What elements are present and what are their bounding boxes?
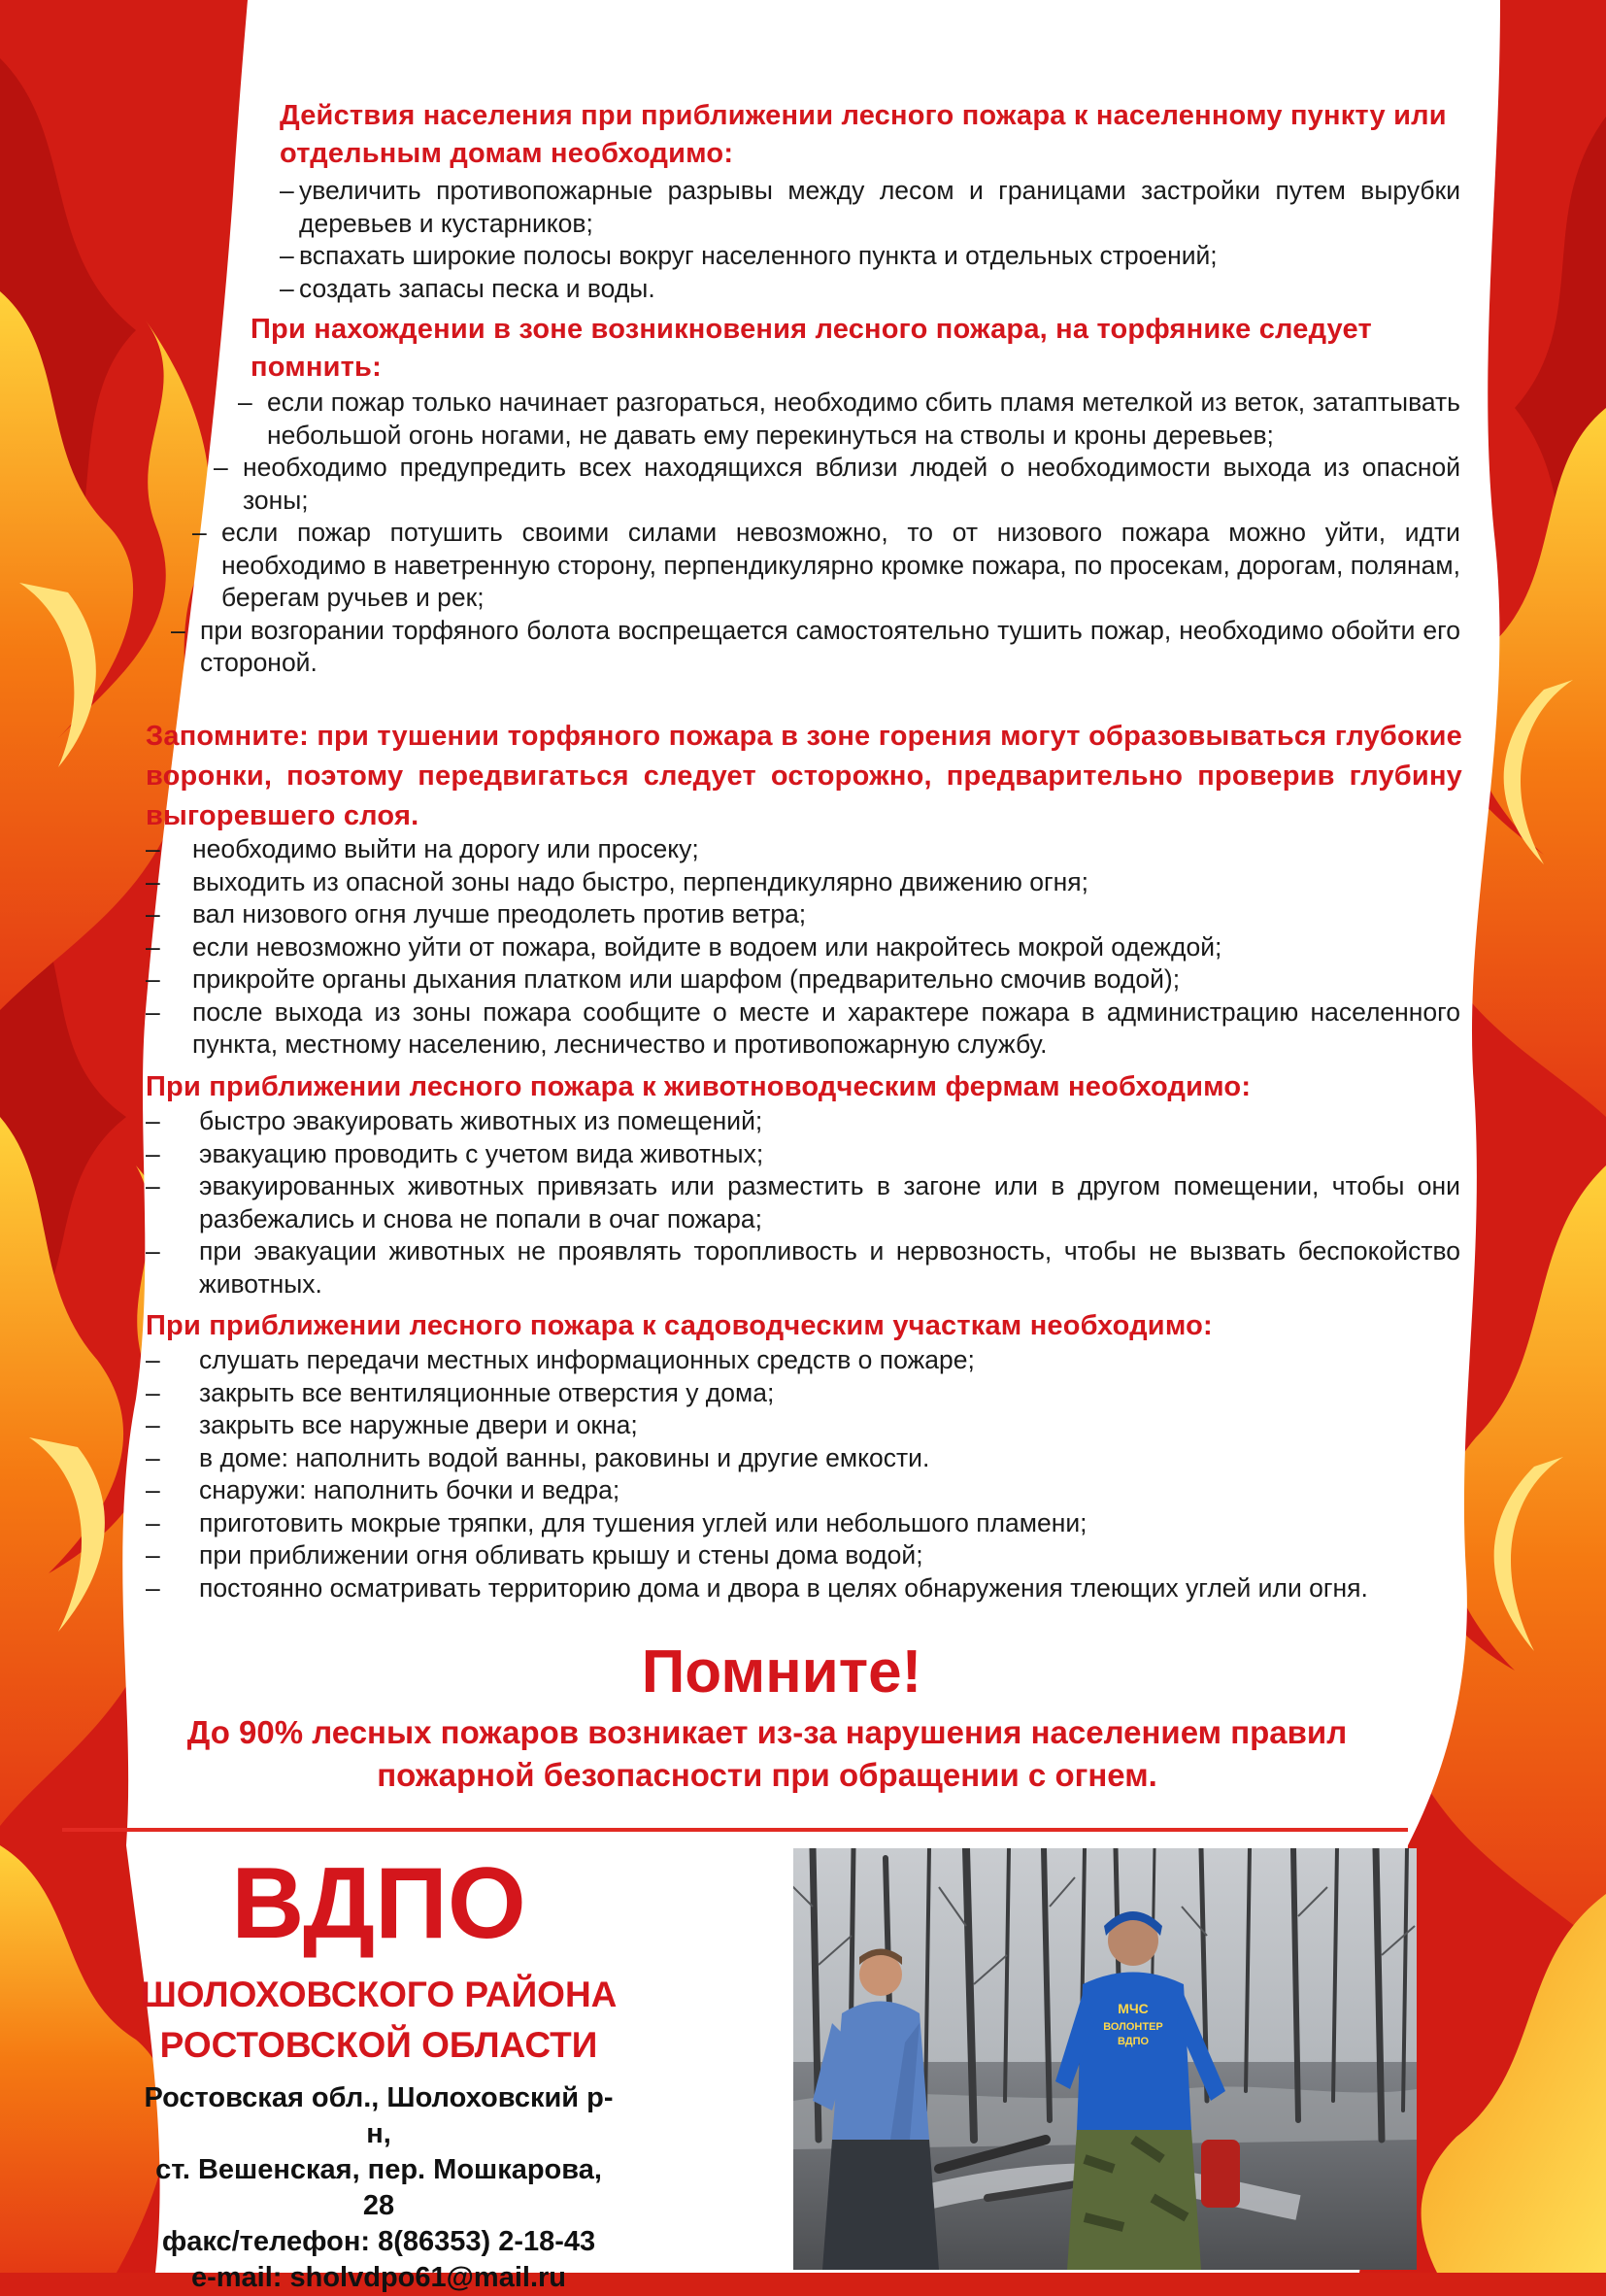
section-heading: Действия населения при приближении лесного пожара к населенному пункту или отдельным домам необходимо: <box>280 100 1447 169</box>
list-item: – приготовить мокрые тряпки, для тушения углей или небольшого пламени; <box>146 1507 1446 1540</box>
list-item: – выходить из опасной зоны надо быстро, перпендикулярно движению огня; <box>146 866 1460 899</box>
section-list <box>146 833 1460 1062</box>
email-link[interactable]: e-mail: sholvdpo61@mail.ru <box>190 2262 567 2293</box>
list-item: – постоянно осматривать территорию дома и двора в целях обнаружения тлеющих углей или огня. <box>146 1572 1446 1605</box>
org-contacts <box>136 2080 621 2296</box>
section-heading: При приближении лесного пожара к садоводческим участкам необходимо: <box>146 1310 1213 1341</box>
list-item: – в доме: наполнить водой ванны, раковины и другие емкости. <box>146 1442 1446 1475</box>
list-item: – при возгорании торфяного болота воспрещается самостоятельно тушить пожар, необходимо обойти его стороной. <box>171 615 1460 680</box>
section-list <box>200 387 1460 680</box>
list-item: – при эвакуации животных не проявлять торопливость и нервозность, чтобы не вызвать беспокойство животных. <box>146 1235 1460 1300</box>
list-item: – если пожар только начинает разгораться, необходимо сбить пламя метелкой из веток, затаптывать небольшой огонь ногами, не давать ему перекинуться на стволы и кроны деревьев; <box>238 387 1460 452</box>
section-list <box>146 1344 1446 1604</box>
list-item: – слушать передачи местных информационных средств о пожаре; <box>146 1344 1446 1377</box>
list-item: – прикройте органы дыхания платком или шарфом (предварительно смочив водой); <box>146 963 1460 996</box>
list-item: – эвакуированных животных привязать или разместить в загоне или в другом помещении, чтобы они разбежались и снова не попали в очаг пожара; <box>146 1170 1460 1235</box>
section-list <box>146 1105 1460 1300</box>
list-item: – создать запасы песка и воды. <box>280 273 1460 306</box>
list-item: – вал низового огня лучше преодолеть против ветра; <box>146 898 1460 931</box>
phone-line: факс/телефон: 8(86353) 2-18-43 <box>161 2226 596 2257</box>
section-heading: При приближении лесного пожара к животноводческим фермам необходимо: <box>146 1071 1252 1102</box>
remember-text: До 90% лесных пожаров возникает из-за нарушения населением правил пожарной безопасности при обращении с огнем. <box>186 1714 1348 1793</box>
section-list <box>280 175 1460 305</box>
remember-title: Помните! <box>641 1638 922 1705</box>
list-item: – необходимо предупредить всех находящихся вблизи людей о необходимости выхода из опасной зоны; <box>214 452 1460 517</box>
list-item: – быстро эвакуировать животных из помещений; <box>146 1105 1460 1138</box>
list-item: – закрыть все вентиляционные отверстия у дома; <box>146 1377 1446 1410</box>
section-heading: Запомните: при тушении торфяного пожара в зоне горения могут образовываться глубокие воронки, поэтому передвигаться следует осторожно, предварительно проверив глубину выгоревшего слоя. <box>146 721 1462 831</box>
list-item: – эвакуацию проводить с учетом вида животных; <box>146 1138 1460 1171</box>
list-item: – если пожар потушить своими силами невозможно, то от низового пожара можно уйти, идти необходимо в наветренную сторону, перпендикулярно кромке пожара, по просекам, дорогам, полянам, берегам ручьев и рек; <box>192 517 1460 615</box>
list-item: – если невозможно уйти от пожара, войдите в водоем или накройтесь мокрой одеждой; <box>146 931 1460 964</box>
org-title: ВДПО <box>231 1847 526 1960</box>
list-item: – вспахать широкие полосы вокруг населенного пункта и отдельных строений; <box>280 240 1460 273</box>
address-line: ст. Вешенская, пер. Мошкарова, 28 <box>155 2154 602 2221</box>
section-heading: При нахождении в зоне возникновения лесного пожара, на торфянике следует помнить: <box>251 314 1372 383</box>
forest-fire-photo <box>793 1848 1417 2270</box>
divider <box>62 1828 1408 1832</box>
svg-text:ВДПО: ВДПО <box>1117 2036 1150 2047</box>
org-subtitle: ШОЛОХОВСКОГО РАЙОНА РОСТОВСКОЙ ОБЛАСТИ <box>140 1975 618 2065</box>
list-item: – при приближении огня обливать крышу и стены дома водой; <box>146 1539 1446 1572</box>
list-item: – после выхода из зоны пожара сообщите о месте и характере пожара в администрацию населенного пункта, местному населению, лесничество и противопожарную службу. <box>146 996 1460 1062</box>
svg-text:ВОЛОНТЕР: ВОЛОНТЕР <box>1103 2021 1163 2033</box>
list-item: – необходимо выйти на дорогу или просеку; <box>146 833 1460 866</box>
list-item: – снаружи: наполнить бочки и ведра; <box>146 1474 1446 1507</box>
address-line: Ростовская обл., Шолоховский р-н, <box>144 2082 614 2149</box>
list-item: – увеличить противопожарные разрывы между лесом и границами застройки путем вырубки деревьев и кустарников; <box>280 175 1460 240</box>
svg-text:МЧС: МЧС <box>1118 2001 1149 2016</box>
list-item: – закрыть все наружные двери и окна; <box>146 1409 1446 1442</box>
